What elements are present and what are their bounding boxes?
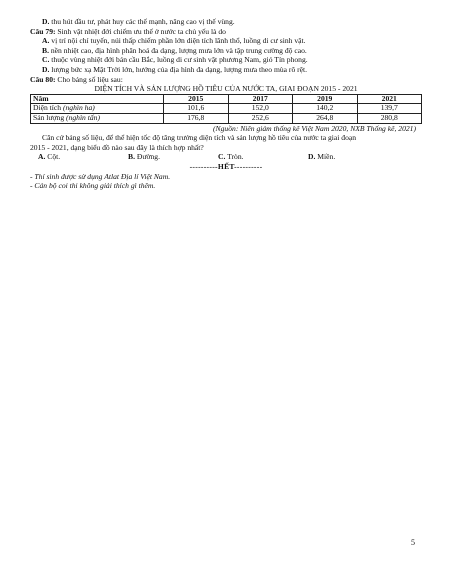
note-atlas: - Thí sinh được sử dụng Atlat Địa lí Việt Nam. [30, 171, 171, 181]
table-cell: 252,6 [228, 113, 293, 123]
option-letter: D. [308, 152, 316, 162]
exam-page [30, 17, 422, 191]
option-letter: C. [42, 55, 50, 65]
question-label: Câu 79: [30, 26, 56, 36]
option-letter: B. [42, 45, 49, 55]
table-source: (Nguồn: Niên giám thống kê Việt Nam 2020, NXB Thống kê, 2021) [213, 123, 416, 133]
header-cell: 2015 [164, 94, 229, 104]
question-80-prompt-line-1: Căn cứ bảng số liệu, để thể hiện tốc độ tăng trưởng diện tích và sản lượng hồ tiêu của nước ta giai đoạn [42, 133, 357, 143]
option-text: vị trí nội chí tuyến, núi thấp chiếm phần lớn diện tích lãnh thổ, luồng di cư sinh vật. [49, 36, 306, 46]
header-cell: 2017 [228, 94, 293, 104]
option-text: Miền. [315, 152, 336, 162]
table-cell: 264,8 [293, 113, 358, 123]
question-80-prompt-line-2: 2015 - 2021, dạng biểu đồ nào sau đây là thích hợp nhất? [30, 142, 204, 152]
q79-option-b [30, 46, 422, 56]
option-text: thu hút đầu tư, phát huy các thế mạnh, nâng cao vị thế vùng. [49, 17, 235, 26]
question-stem: Cho bảng số liệu sau: [55, 74, 123, 84]
header-cell: 2019 [293, 94, 358, 104]
option-text: Đường. [134, 152, 160, 162]
table-cell: 176,8 [164, 113, 229, 123]
q79-option-d [30, 65, 422, 75]
table-cell: 140,2 [293, 104, 358, 114]
q80-option-b [128, 152, 218, 162]
question-label: Câu 80: [30, 74, 56, 84]
table-cell: 139,7 [357, 104, 422, 114]
option-letter: A. [42, 36, 50, 46]
prev-question-option-d [30, 17, 422, 27]
table-cell: 280,8 [357, 113, 422, 123]
q79-option-c [30, 55, 422, 65]
q80-option-d [308, 152, 398, 162]
row-label: Diện tích [33, 103, 63, 113]
q80-option-c [218, 152, 308, 162]
question-79 [30, 27, 422, 37]
table-cell: 101,6 [164, 104, 229, 114]
option-text: Cột. [45, 152, 61, 162]
question-stem: Sinh vật nhiệt đới chiếm ưu thế ở nước ta chủ yếu là do [55, 26, 226, 36]
page-number: 5 [411, 538, 415, 547]
header-cell: 2021 [357, 94, 422, 104]
option-text: Tròn. [225, 152, 244, 162]
header-cell: Năm [31, 94, 164, 104]
row-unit: (nghìn ha) [62, 103, 95, 113]
end-marker: ----------HẾT---------- [189, 161, 263, 171]
q80-options [30, 152, 422, 162]
row-unit: (nghìn tấn) [66, 112, 100, 122]
option-text: lượng bức xạ Mặt Trời lớn, hướng của địa hình đa dạng, lượng mưa theo mùa rõ rệt. [49, 64, 308, 74]
table-cell: 152,0 [228, 104, 293, 114]
row-label-cell [31, 113, 164, 123]
note-proctor: - Cán bộ coi thi không giải thích gì thêm. [30, 181, 156, 191]
option-text: thuộc vùng nhiệt đới bán cầu Bắc, luồng di cư sinh vật phương Nam, gió Tín phong. [49, 55, 308, 65]
option-letter: A. [38, 152, 46, 162]
table-row [31, 113, 422, 123]
q79-option-a [30, 36, 422, 46]
option-letter: C. [218, 152, 226, 162]
question-80 [30, 75, 422, 85]
table-title: DIỆN TÍCH VÀ SẢN LƯỢNG HỒ TIÊU CỦA NƯỚC TA, GIAI ĐOẠN 2015 - 2021 [94, 84, 358, 94]
row-label: Sản lượng [33, 112, 67, 122]
option-text: nền nhiệt cao, địa hình phân hoá đa dạng, lượng mưa lớn và tập trung cường độ cao. [48, 45, 307, 55]
option-letter: D. [42, 64, 50, 74]
option-letter: D. [42, 17, 50, 26]
data-table [30, 94, 422, 124]
option-letter: B. [128, 152, 135, 162]
q80-option-a [38, 152, 128, 162]
